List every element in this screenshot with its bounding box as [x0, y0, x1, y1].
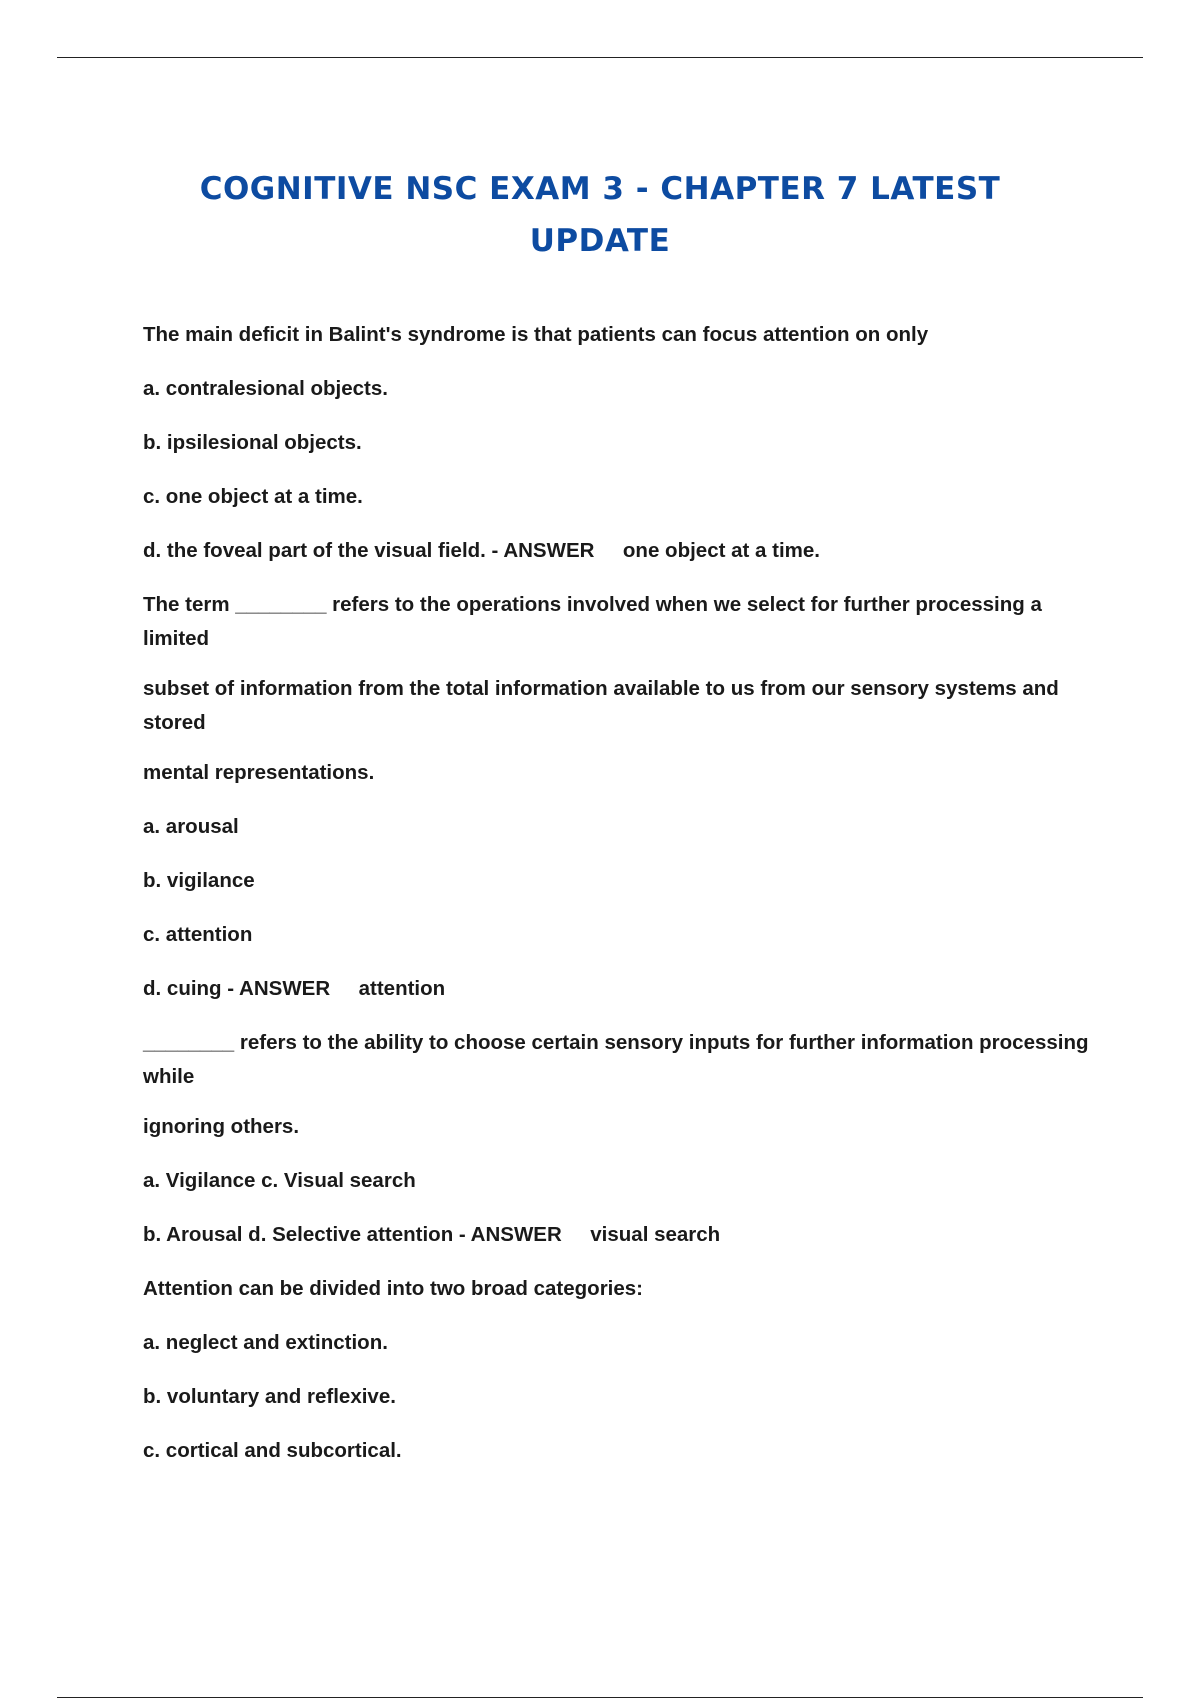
question-2-option-d-answer: d. cuing - ANSWER attention — [143, 977, 446, 1000]
question-1-option-b: b. ipsilesional objects. — [143, 431, 362, 454]
document-title — [100, 163, 1100, 267]
document-body — [143, 318, 1103, 1488]
question-1-option-c: c. one object at a time. — [143, 485, 363, 508]
question-2-option-c: c. attention — [143, 923, 253, 946]
question-2-option-b: b. vigilance — [143, 869, 255, 892]
title-line-2: UPDATE — [529, 222, 671, 259]
question-3-stem-part-2: ignoring others. — [143, 1115, 300, 1138]
question-2-stem-part-3: mental representations. — [143, 761, 375, 784]
header-rule — [57, 57, 1143, 58]
question-3-options-b-d-answer: b. Arousal d. Selective attention - ANSWER visual search — [143, 1223, 721, 1246]
question-1-option-a: a. contralesional objects. — [143, 377, 388, 400]
question-2-option-a: a. arousal — [143, 815, 239, 838]
question-3-options-a-c: a. Vigilance c. Visual search — [143, 1169, 416, 1192]
question-1-option-d-answer: d. the foveal part of the visual field. - ANSWER one object at a time. — [143, 539, 820, 562]
question-4-option-a: a. neglect and extinction. — [143, 1331, 388, 1354]
question-4-option-c: c. cortical and subcortical. — [143, 1439, 402, 1462]
question-2-stem-part-2: subset of information from the total information available to us from our sensory systems and stored — [143, 677, 1065, 734]
question-1-stem: The main deficit in Balint's syndrome is that patients can focus attention on only — [143, 323, 929, 346]
question-2-stem-part-1: The term ________ refers to the operations involved when we select for further processing a limited — [143, 593, 1048, 650]
question-4-stem: Attention can be divided into two broad categories: — [143, 1277, 644, 1300]
title-line-1: COGNITIVE NSC EXAM 3 - CHAPTER 7 LATEST — [199, 170, 1001, 207]
question-4-option-b: b. voluntary and reflexive. — [143, 1385, 396, 1408]
question-3-stem-part-1: ________ refers to the ability to choose certain sensory inputs for further information processing while — [143, 1031, 1095, 1088]
footer-rule — [57, 1697, 1143, 1698]
